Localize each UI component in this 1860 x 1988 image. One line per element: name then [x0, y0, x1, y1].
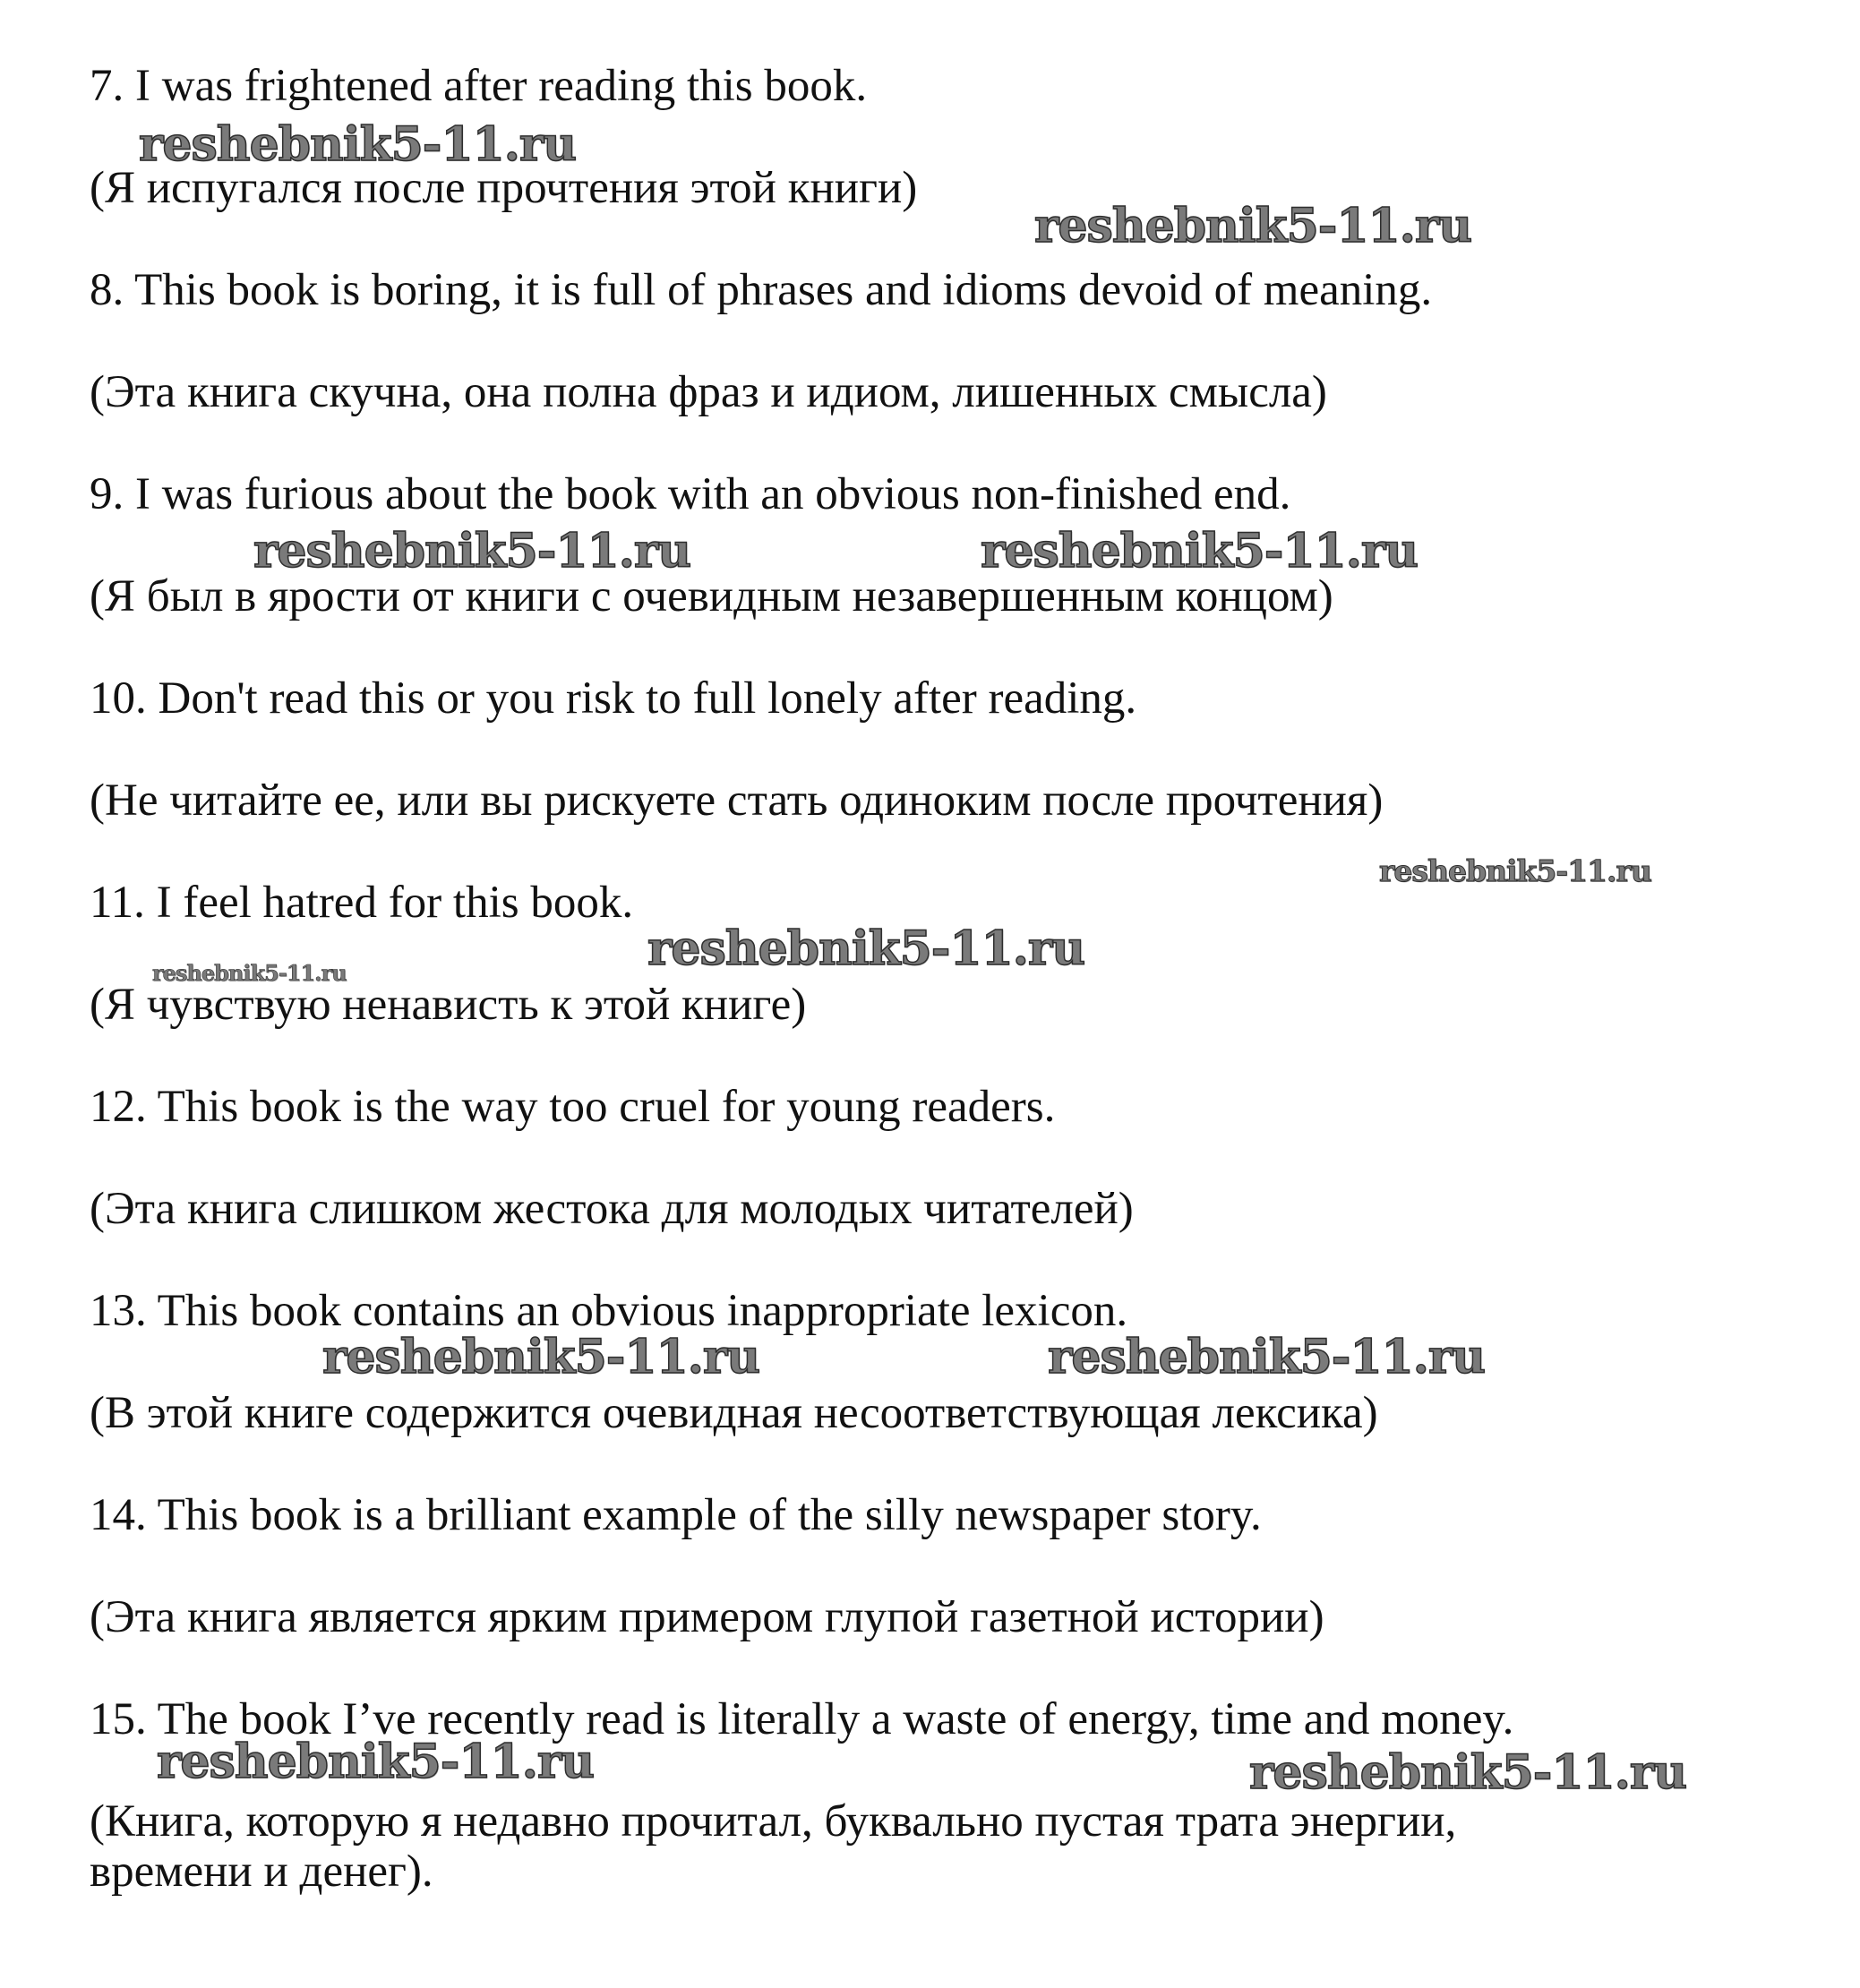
- sentence-10-russian: (Не читайте ее, или вы рискуете стать одиноким после прочтения): [90, 775, 1384, 826]
- sentence-8-english: 8. This book is boring, it is full of phrases and idioms devoid of meaning.: [90, 265, 1433, 315]
- sentence-9-russian: (Я был в ярости от книги с очевидным незавершенным концом): [90, 571, 1333, 621]
- watermark: reshebnik5-11.ru: [1379, 853, 1651, 888]
- watermark: reshebnik5-11.ru: [1048, 1330, 1486, 1384]
- watermark: reshebnik5-11.ru: [157, 1735, 595, 1789]
- sentence-13-russian: (В этой книге содержится очевидная несоответствующая лексика): [90, 1388, 1378, 1438]
- sentence-15-russian: (Книга, которую я недавно прочитал, буквально пустая трата энергии,: [90, 1796, 1457, 1847]
- watermark: reshebnik5-11.ru: [139, 117, 577, 172]
- sentence-15-russian-continued: времени и денег).: [90, 1847, 433, 1897]
- watermark: reshebnik5-11.ru: [647, 921, 1085, 976]
- sentence-12-english: 12. This book is the way too cruel for young readers.: [90, 1082, 1056, 1132]
- watermark: reshebnik5-11.ru: [1249, 1745, 1687, 1800]
- sentence-14-english: 14. This book is a brilliant example of the silly newspaper story.: [90, 1490, 1262, 1540]
- sentence-8-russian: (Эта книга скучна, она полна фраз и идиом, лишенных смысла): [90, 367, 1327, 417]
- watermark: reshebnik5-11.ru: [322, 1330, 760, 1384]
- watermark: reshebnik5-11.ru: [253, 524, 691, 578]
- sentence-10-english: 10. Don't read this or you risk to full lonely after reading.: [90, 673, 1137, 724]
- watermark: reshebnik5-11.ru: [1034, 199, 1472, 253]
- sentence-7-russian: (Я испугался после прочтения этой книги): [90, 163, 918, 213]
- watermark: reshebnik5-11.ru: [981, 524, 1419, 578]
- watermark: reshebnik5-11.ru: [152, 960, 347, 986]
- sentence-9-english: 9. I was furious about the book with an obvious non-finished end.: [90, 469, 1291, 519]
- sentence-7-english: 7. I was frightened after reading this book.: [90, 61, 868, 111]
- sentence-14-russian: (Эта книга является ярким примером глупой газетной истории): [90, 1592, 1324, 1642]
- sentence-13-english: 13. This book contains an obvious inappropriate lexicon.: [90, 1286, 1128, 1336]
- sentence-12-russian: (Эта книга слишком жестока для молодых читателей): [90, 1184, 1134, 1234]
- sentence-11-english: 11. I feel hatred for this book.: [90, 878, 634, 928]
- sentence-11-russian: (Я чувствую ненависть к этой книге): [90, 980, 807, 1030]
- sentence-15-english: 15. The book I’ve recently read is literally a waste of energy, time and money.: [90, 1694, 1514, 1744]
